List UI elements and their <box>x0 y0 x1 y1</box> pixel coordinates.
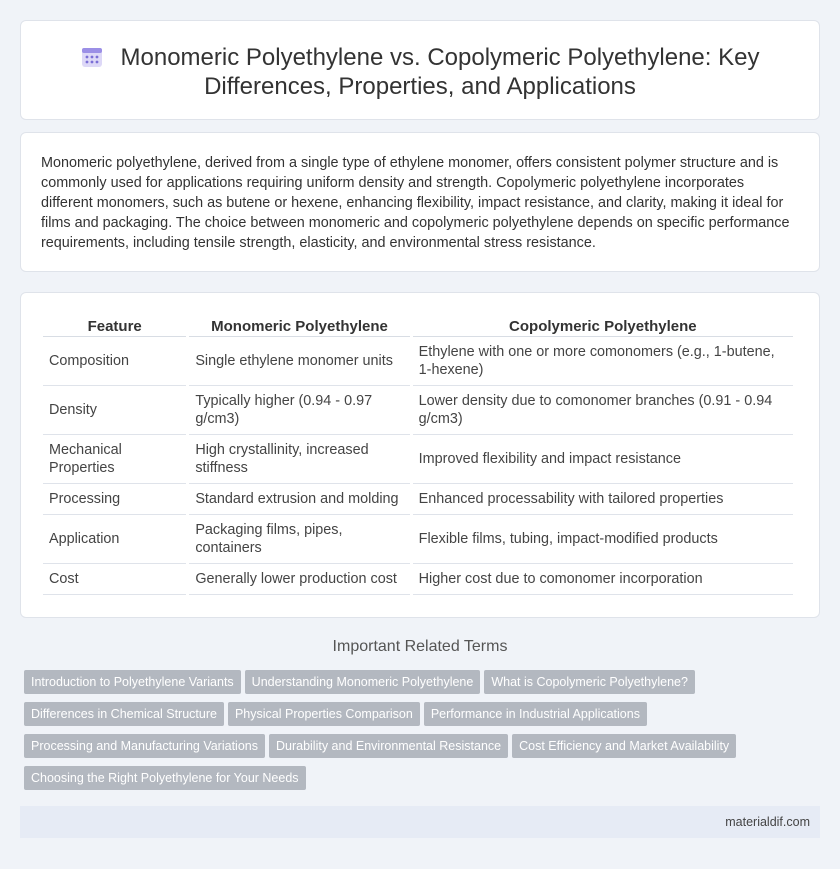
table-cell: Higher cost due to comonomer incorporation <box>413 564 793 595</box>
related-term-tag[interactable]: Cost Efficiency and Market Availability <box>512 734 736 758</box>
intro-card <box>20 132 820 272</box>
comparison-table-card <box>20 292 820 618</box>
related-term-tag[interactable]: Processing and Manufacturing Variations <box>24 734 265 758</box>
table-row <box>43 515 793 564</box>
table-row <box>43 386 793 435</box>
table-cell: Single ethylene monomer units <box>189 337 409 386</box>
comparison-table <box>40 315 796 595</box>
related-terms-list <box>24 670 814 798</box>
table-cell: Generally lower production cost <box>189 564 409 595</box>
footer-bar <box>20 806 820 838</box>
table-cell: Cost <box>43 564 186 595</box>
table-cell: Standard extrusion and molding <box>189 484 409 515</box>
table-header-copolymeric: Copolymeric Polyethylene <box>413 315 793 337</box>
table-row <box>43 564 793 595</box>
page-title-text: Monomeric Polyethylene vs. Copolymeric Polyethylene: Key Differences, Properties, and Applications <box>120 44 760 100</box>
table-row <box>43 337 793 386</box>
related-term-tag[interactable]: What is Copolymeric Polyethylene? <box>484 670 695 694</box>
related-term-tag[interactable]: Durability and Environmental Resistance <box>269 734 508 758</box>
table-cell: Enhanced processability with tailored properties <box>413 484 793 515</box>
table-cell: Mechanical Properties <box>43 435 186 484</box>
table-cell: Density <box>43 386 186 435</box>
table-row <box>43 435 793 484</box>
table-cell: Typically higher (0.94 - 0.97 g/cm3) <box>189 386 409 435</box>
table-cell: Improved flexibility and impact resistance <box>413 435 793 484</box>
table-cell: Packaging films, pipes, containers <box>189 515 409 564</box>
table-cell: Flexible films, tubing, impact-modified products <box>413 515 793 564</box>
table-row <box>43 484 793 515</box>
table-cell: Application <box>43 515 186 564</box>
related-terms-title: Important Related Terms <box>332 638 508 655</box>
table-cell: Processing <box>43 484 186 515</box>
footer-site-link[interactable]: materialdif.com <box>725 815 810 829</box>
table-header-monomeric: Monomeric Polyethylene <box>189 315 409 337</box>
page-title <box>21 43 819 101</box>
table-cell: Composition <box>43 337 186 386</box>
table-cell: Ethylene with one or more comonomers (e.g., 1-butene, 1-hexene) <box>413 337 793 386</box>
intro-paragraph: Monomeric polyethylene, derived from a single type of ethylene monomer, offers consistent polymer structure and is commonly used for applications requiring uniform density and strength. Copolymeric polyethylene incorporates different monomers, such as butene or hexene, enhancing flexibility, impact resistance, and clarity, making it ideal for films and packaging. The choice between monomeric and copolymeric polyethylene depends on specific performance requirements, including tensile strength, elasticity, and environmental stress resistance. <box>41 155 790 251</box>
related-term-tag[interactable]: Differences in Chemical Structure <box>24 702 224 726</box>
header-card <box>20 20 820 120</box>
related-term-tag[interactable]: Physical Properties Comparison <box>228 702 420 726</box>
table-cell: High crystallinity, increased stiffness <box>189 435 409 484</box>
related-term-tag[interactable]: Choosing the Right Polyethylene for Your Needs <box>24 766 306 790</box>
related-term-tag[interactable]: Performance in Industrial Applications <box>424 702 647 726</box>
related-term-tag[interactable]: Introduction to Polyethylene Variants <box>24 670 241 694</box>
table-header-feature: Feature <box>43 315 186 337</box>
table-cell: Lower density due to comonomer branches (0.91 - 0.94 g/cm3) <box>413 386 793 435</box>
calendar-icon <box>81 46 103 68</box>
related-term-tag[interactable]: Understanding Monomeric Polyethylene <box>245 670 481 694</box>
